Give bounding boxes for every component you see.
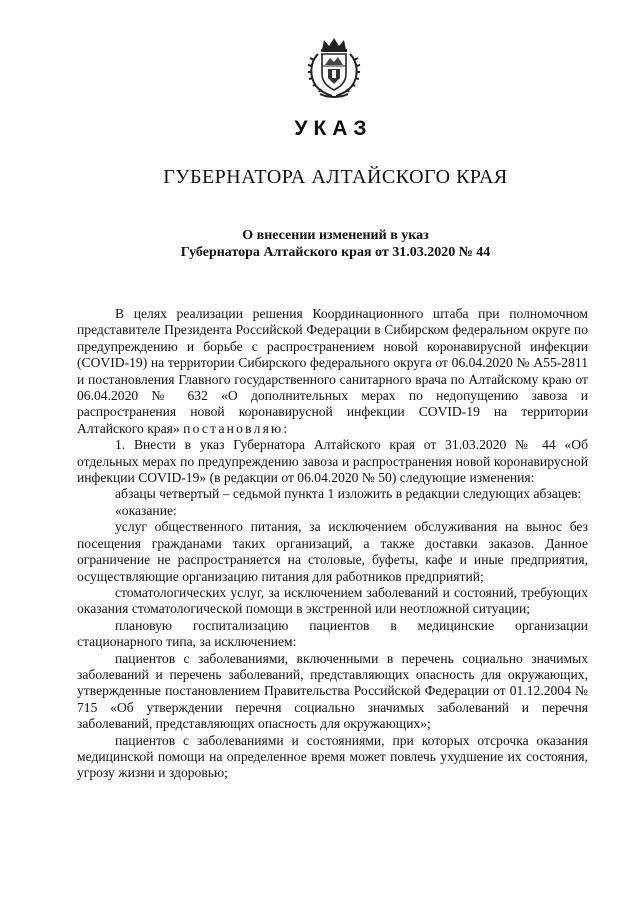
preamble-paragraph xyxy=(77,306,588,437)
issuer-title: ГУБЕРНАТОРА АЛТАЙСКОГО КРАЯ xyxy=(163,166,508,188)
paragraph-patients-urgent: пациентов с заболеваниями и состояниями, при которых отсрочка оказания медицинской помощи на определенное время может повлечь ухудшение их состояния, угрозу жизни и здоровью; xyxy=(77,732,588,781)
paragraph-dental-services: стоматологических услуг, за исключением заболеваний и состояний, требующих оказания стоматологической помощи в экстренной или неотложной ситуации; xyxy=(77,584,588,617)
paragraph-abzacy: абзацы четвертый – седьмой пункта 1 изложить в редакции следующих абзацев: xyxy=(115,486,582,502)
altai-krai-coat-of-arms-icon xyxy=(306,36,362,100)
document-type-title: УКАЗ xyxy=(294,117,373,140)
paragraph-patients-socially-significant: пациентов с заболеваниями, включенными в перечень социально значимых заболеваний и перечень заболеваний, представляющих опасность для окружающих, утвержденные постановлением Правительства Российской Федерации от 01.12.2004 № 715 «Об утверждении перечня социально значимых заболеваний и перечня заболеваний, представляющих опасность для окружающих»; xyxy=(77,650,588,732)
document-body xyxy=(77,306,588,782)
paragraph-catering-services: услуг общественного питания, за исключением обслуживания на вынос без посещения гражданами таких организаций, а также доставки заказов. Данное ограничение не распространяется на столовые, буфеты, кафе и иные предприятия, осуществляющие организацию питания для работников предприятий; xyxy=(77,519,588,584)
document-subject xyxy=(16,227,639,261)
subject-line-2: Губернатора Алтайского края от 31.03.2020 № 44 xyxy=(180,245,491,260)
subject-line-1: О внесении изменений в указ xyxy=(242,228,429,243)
preamble-text: В целях реализации решения Координационного штаба при полномочном представителе Президента Российской Федерации в Сибирском федеральном округе по предупреждению и борьбе с распространением новой коронавирусной инфекции (COVID-19) на территории Сибирского федерального округа от 06.04.2020 № А55-2811 и постановления Главного государственного санитарного врача по Алтайскому краю от 06.04.2020 № 632 «О дополнительных мерах по недопущению завоза и распространения новой коронавирусной инфекции COVID-19 на территории Алтайского края» xyxy=(77,306,588,436)
paragraph-planned-hospitalization: плановую госпитализацию пациентов в медицинские организации стационарного типа, за исключением: xyxy=(77,617,588,650)
decree-word: постановляю: xyxy=(183,420,290,436)
item-1-paragraph: 1. Внести в указ Губернатора Алтайского края от 31.03.2020 № 44 «Об отдельных мерах по предупреждению завоза и распространения новой коронавирусной инфекции COVID-19» (в редакции от 06.04.2020 № 50) следующие изменения: xyxy=(77,437,588,486)
paragraph-okazanie: «оказание: xyxy=(115,502,177,518)
